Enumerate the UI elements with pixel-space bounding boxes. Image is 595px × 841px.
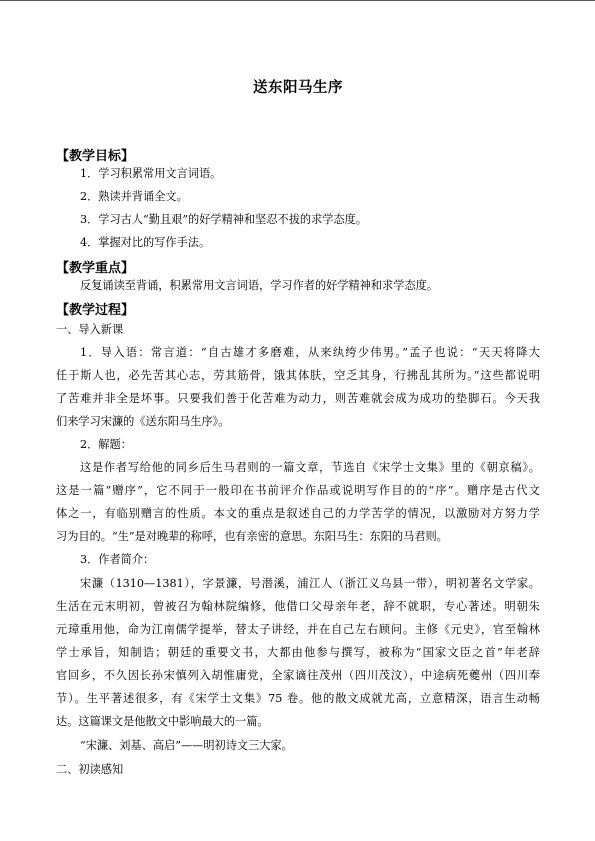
goal-item-3: 3．学习古人“勤且艰”的好学精神和坚忍不拔的求学态度。 — [80, 213, 368, 226]
item3-heading: 3．作者简介： — [80, 553, 155, 566]
item2-line-2: 这是一篇“赠序”，它不同于一般印在书前评介作品或说明写作目的的“序”。赠序是古代文 — [56, 484, 540, 497]
goal-item-4: 4．掌握对比的写作手法。 — [80, 236, 211, 249]
part1-heading: 一、导入新课 — [56, 323, 124, 336]
item3-line-3: 元璋重用他，命为江南儒学提举，替太子讲经，并在自己左右顾问。主修《元史》，官至翰林 — [56, 623, 540, 636]
process-heading: 【教学过程】 — [56, 303, 135, 318]
item3-line-6: 节）。生平著述很多，有《宋学士文集》75 卷。他的散文成就尤高，立意精深，语言生动畅 — [56, 692, 540, 705]
item3-line-4: 学士承旨，知制诰；朝廷的重要文书，大都由他参与撰写，被称为“国家文臣之首”年老辞 — [56, 646, 540, 659]
item1-line-3: 了苦难并非全是坏事。只要我们善于化苦难为动力，则苦难就会成为成功的垫脚石。今天我 — [56, 392, 540, 405]
item2-line-3: 体之一，有临别赠言的性质。本文的重点是叙述自己的力学苦学的情况，以激励对方努力学 — [56, 507, 540, 520]
item3-line-2: 生活在元末明初，曾被召为翰林院编修，他借口父母亲年老，辞不就职，专心著述。明朝朱 — [56, 600, 540, 613]
header-rule — [0, 0, 595, 1]
goal-item-1: 1．学习积累常用文言词语。 — [80, 167, 222, 180]
item1-line-2: 任于斯人也，必先苦其心志，劳其筋骨，饿其体肤，空乏其身，行拂乱其所为。”这些都说明 — [56, 369, 540, 382]
part2-heading: 二、初读感知 — [56, 763, 124, 776]
focus-text: 反复诵读至背诵，积累常用文言词语，学习作者的好学精神和求学态度。 — [80, 279, 439, 292]
item2-line-1: 这是作者写给他的同乡后生马君则的一篇文章，节选自《宋学士文集》里的《朝京稿》。 — [80, 461, 540, 474]
goals-heading: 【教学目标】 — [56, 149, 135, 164]
item2-line-4: 习为目的。“生”是对晚辈的称呼，也有亲密的意思。东阳马生：东阳的马君则。 — [56, 530, 448, 543]
focus-heading: 【教学重点】 — [56, 261, 135, 276]
document-title: 送东阳马生序 — [253, 80, 343, 96]
item2-heading: 2．解题： — [80, 438, 132, 451]
item1-line-1: 1．导入语：常言道：“自古雄才多磨难，从来纨绔少伟男。”孟子也说：“天天将降大 — [80, 346, 540, 359]
item3-line-5: 官回乡，不久因长孙宋慎列入胡惟庸党，全家谪往茂州（四川茂汶），中途病死夔州（四川奉 — [56, 669, 540, 682]
goal-item-2: 2．熟读并背诵全文。 — [80, 190, 188, 203]
item3-line-1: 宋濂（1310—1381），字景濂，号潜溪，浦江人（浙江义乌县一带），明初著名文学家。 — [80, 577, 540, 590]
item1-line-4: 们来学习宋濂的《送东阳马生序》。 — [56, 415, 230, 428]
item3-line-7: 达。这篇课文是他散文中影响最大的一篇。 — [56, 715, 269, 728]
poets-note: “宋濂、刘基、高启”——明初诗文三大家。 — [80, 739, 293, 752]
